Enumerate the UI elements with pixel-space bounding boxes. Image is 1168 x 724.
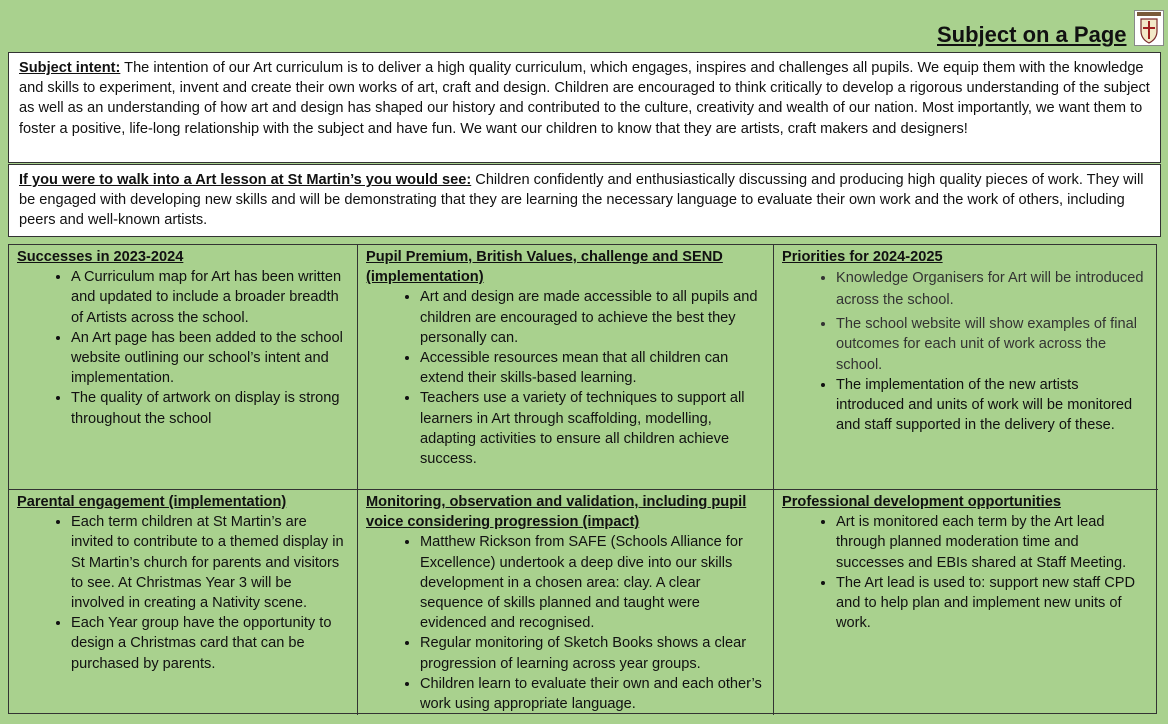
list-item: • An Art page has been added to the school website outlining our school’s intent and implementation. (71, 328, 349, 389)
walk-into-lesson-box (8, 164, 1161, 237)
successes-heading: Successes in 2023-2024 (17, 249, 184, 265)
list-item: • A Curriculum map for Art has been written and updated to include a broader breadth of Artists across the school. (71, 267, 349, 328)
list-item: • Children learn to evaluate their own and each other’s work using appropriate language. (420, 674, 765, 714)
pupil-premium-list (366, 287, 765, 469)
summary-grid (8, 244, 1157, 714)
parental-engagement-list (17, 512, 349, 674)
parental-engagement-cell (9, 490, 358, 715)
list-item: • Regular monitoring of Sketch Books shows a clear progression of learning across year groups. (420, 633, 765, 673)
professional-development-cell (774, 490, 1158, 715)
monitoring-list (366, 532, 765, 714)
pupil-premium-cell (358, 245, 774, 490)
list-item: • The quality of artwork on display is strong throughout the school (71, 388, 349, 428)
priorities-cell (774, 245, 1158, 490)
walk-into-lesson-label: If you were to walk into a Art lesson at St Martin’s you would see: (19, 172, 472, 188)
page-title: Subject on a Page (937, 22, 1127, 47)
priorities-list (782, 267, 1150, 435)
list-item: • Art is monitored each term by the Art lead through planned moderation time and successes and EBIs shared at Staff Meeting. (836, 512, 1150, 573)
list-item: • Each Year group have the opportunity to design a Christmas card that can be purchased by parents. (71, 613, 349, 674)
professional-development-list (782, 512, 1150, 633)
subject-intent-label: Subject intent: (19, 60, 121, 76)
school-crest-icon (1134, 10, 1164, 46)
walk-into-lesson-text: Children confidently and enthusiastically discussing and producing high quality pieces of work. They will be engaged with developing new skills and will be demonstrating that they are learning the necessary language to evaluate their own work and the work of others, including peers and well-known artists. (19, 172, 1144, 229)
list-item: • Accessible resources mean that all children can extend their skills-based learning. (420, 348, 765, 388)
list-item: • Teachers use a variety of techniques to support all learners in Art through scaffolding, modelling, adapting activities to ensure all children achieve success. (420, 388, 765, 469)
monitoring-heading: Monitoring, observation and validation, including pupil voice considering progression (impact) (366, 494, 747, 531)
list-item: • Art and design are made accessible to all pupils and children are encouraged to achieve the best they personally can. (420, 287, 765, 348)
parental-engagement-heading: Parental engagement (implementation) (17, 494, 287, 510)
list-item: • The Art lead is used to: support new staff CPD and to help plan and implement new units of work. (836, 573, 1150, 634)
monitoring-cell (358, 490, 774, 715)
pupil-premium-heading: Pupil Premium, British Values, challenge and SEND (implementation) (366, 249, 723, 286)
successes-list (17, 267, 349, 429)
list-item: • Matthew Rickson from SAFE (Schools Alliance for Excellence) undertook a deep dive into our skills development in a chosen area: clay. A clear sequence of skills planned and taught were evidenced and recognised. (420, 532, 765, 633)
list-item: • Each term children at St Martin’s are invited to contribute to a themed display in St Martin’s church for parents and visitors to see. At Christmas Year 3 will be involved in creating a Nativity scene. (71, 512, 349, 613)
successes-cell (9, 245, 358, 490)
list-item: • Knowledge Organisers for Art will be introduced across the school. (836, 267, 1150, 311)
subject-intent-box (8, 52, 1161, 163)
subject-intent-text: The intention of our Art curriculum is to deliver a high quality curriculum, which engages, inspires and challenges all pupils. We equip them with the knowledge and skills to experiment, invent and create their own works of art, craft and design. Children are encouraged to think critically to develop a rigorous understanding of the subject as well as an understanding of how art and design has shaped our history and contributed to the culture, creativity and wealth of our nation. Most importantly, we want them to foster a positive, life-long relationship with the subject and have fun. We want our children to know that they are artists, craft makers and designers! (19, 60, 1150, 137)
list-item: • The implementation of the new artists introduced and units of work will be monitored and staff supported in the delivery of these. (836, 375, 1150, 436)
list-item: • The school website will show examples of final outcomes for each unit of work across the school. (836, 314, 1150, 375)
professional-development-heading: Professional development opportunities (782, 494, 1061, 510)
priorities-heading: Priorities for 2024-2025 (782, 249, 943, 265)
